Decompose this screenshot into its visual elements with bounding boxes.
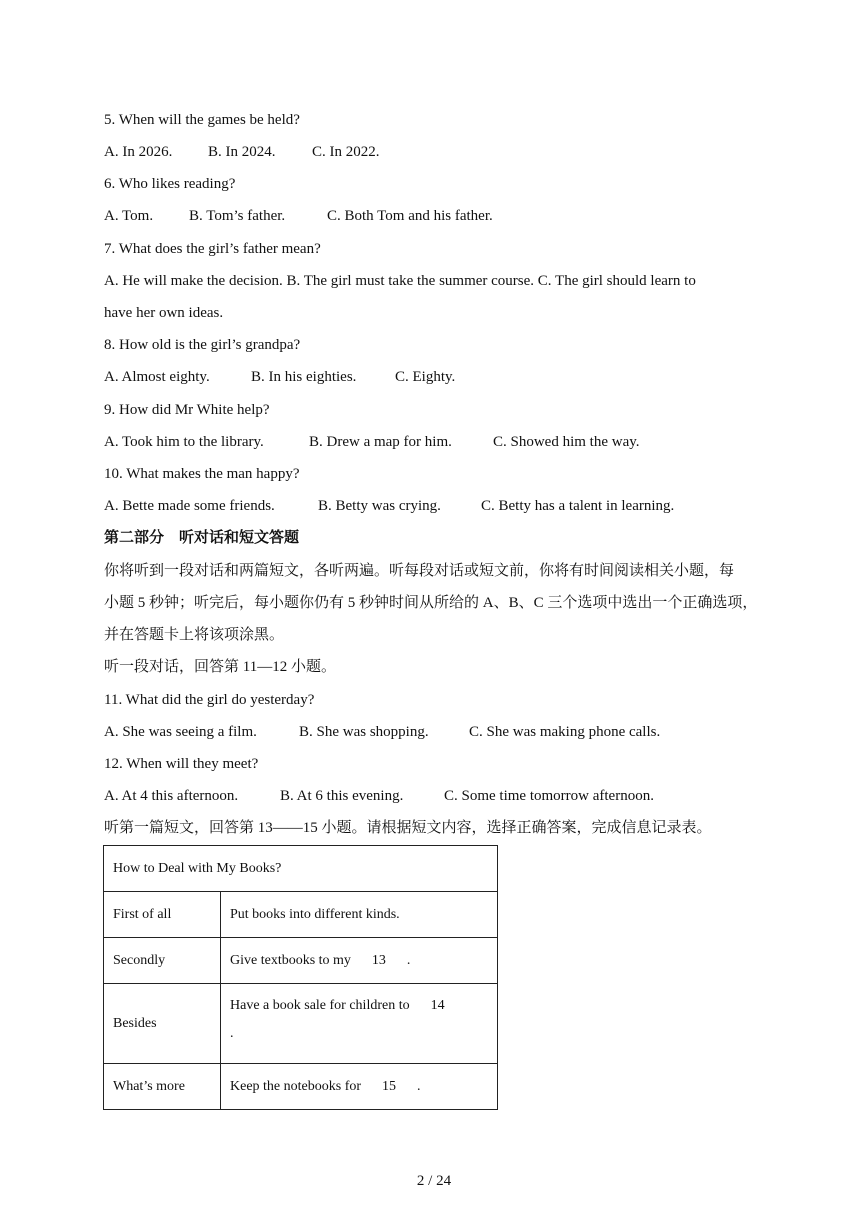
row-content: Keep the notebooks for 15 .: [221, 1064, 498, 1110]
option-a: A. Almost eighty.: [104, 369, 210, 385]
question-9: 9. How did Mr White help?: [104, 402, 270, 418]
options-9: [104, 432, 640, 452]
section-instructions-3: 并在答题卡上将该项涂黑。: [104, 627, 285, 643]
option-a: A. In 2026.: [104, 144, 173, 160]
table-row: [104, 1064, 498, 1110]
option-c: C. Both Tom and his father.: [327, 208, 493, 224]
table-title-row: [104, 846, 498, 892]
option-b: B. Tom’s father.: [189, 208, 286, 224]
option-b: B. At 6 this evening.: [280, 788, 404, 804]
option-b: B. Betty was crying.: [318, 498, 441, 514]
table-row: [104, 984, 498, 1064]
section-instructions-1: 你将听到一段对话和两篇短文，各听两遍。听每段对话或短文前，你将有时间阅读相关小题，每: [104, 563, 735, 579]
row-label: Besides: [104, 984, 221, 1064]
option-c: C. Showed him the way.: [493, 434, 640, 450]
options-8: [104, 367, 455, 387]
option-b: B. Drew a map for him.: [309, 434, 452, 450]
options-10: [104, 496, 674, 516]
option-c: C. In 2022.: [312, 144, 380, 160]
row-label: First of all: [104, 892, 221, 938]
option-b: B. In his eighties.: [251, 369, 357, 385]
question-10: 10. What makes the man happy?: [104, 466, 300, 482]
option-b: B. She was shopping.: [299, 724, 429, 740]
option-c: C. Eighty.: [395, 369, 456, 385]
question-11: 11. What did the girl do yesterday?: [104, 692, 315, 708]
section-heading: 第二部分 听对话和短文答题: [104, 530, 300, 546]
table-row: [104, 892, 498, 938]
option-c: C. Some time tomorrow afternoon.: [444, 788, 654, 804]
options-5: [104, 142, 380, 162]
option-a: A. She was seeing a film.: [104, 724, 257, 740]
question-12: 12. When will they meet?: [104, 756, 259, 772]
option-c: C. Betty has a talent in learning.: [481, 498, 675, 514]
dialog-instructions: 听一段对话，回答第 11—12 小题。: [104, 659, 336, 675]
option-a: A. Bette made some friends.: [104, 498, 275, 514]
question-6: 6. Who likes reading?: [104, 176, 236, 192]
row-content-line: .: [230, 1026, 234, 1041]
page-number: 2 / 24: [416, 1173, 452, 1189]
table-row: [104, 938, 498, 984]
option-a: A. At 4 this afternoon.: [104, 788, 239, 804]
question-5: 5. When will the games be held?: [104, 112, 300, 128]
options-11: [104, 722, 660, 742]
options-6: [104, 206, 493, 226]
row-label: What’s more: [104, 1064, 221, 1110]
option-a: A. Took him to the library.: [104, 434, 264, 450]
table-title: How to Deal with My Books?: [104, 846, 498, 892]
options-12: [104, 786, 654, 806]
options-7-cont: have her own ideas.: [104, 305, 224, 321]
row-content: [221, 984, 498, 1064]
info-table: [103, 845, 498, 1110]
row-content-line: Have a book sale for children to 14: [230, 998, 445, 1013]
option-b: B. In 2024.: [208, 144, 276, 160]
row-content: Give textbooks to my 13 .: [221, 938, 498, 984]
passage-instructions: 听第一篇短文，回答第 13——15 小题。请根据短文内容，选择正确答案，完成信息记录表。: [104, 820, 712, 836]
section-instructions-2: 小题 5 秒钟；听完后，每小题你仍有 5 秒钟时间从所给的 A、B、C 三个选项中选出一个正确选项，: [104, 595, 758, 611]
option-c: C. She was making phone calls.: [469, 724, 661, 740]
question-8: 8. How old is the girl’s grandpa?: [104, 337, 301, 353]
row-label: Secondly: [104, 938, 221, 984]
question-7: 7. What does the girl’s father mean?: [104, 241, 321, 257]
row-content: Put books into different kinds.: [221, 892, 498, 938]
option-a: A. Tom.: [104, 208, 154, 224]
options-7: A. He will make the decision. B. The girl must take the summer course. C. The girl should learn to: [104, 273, 696, 289]
